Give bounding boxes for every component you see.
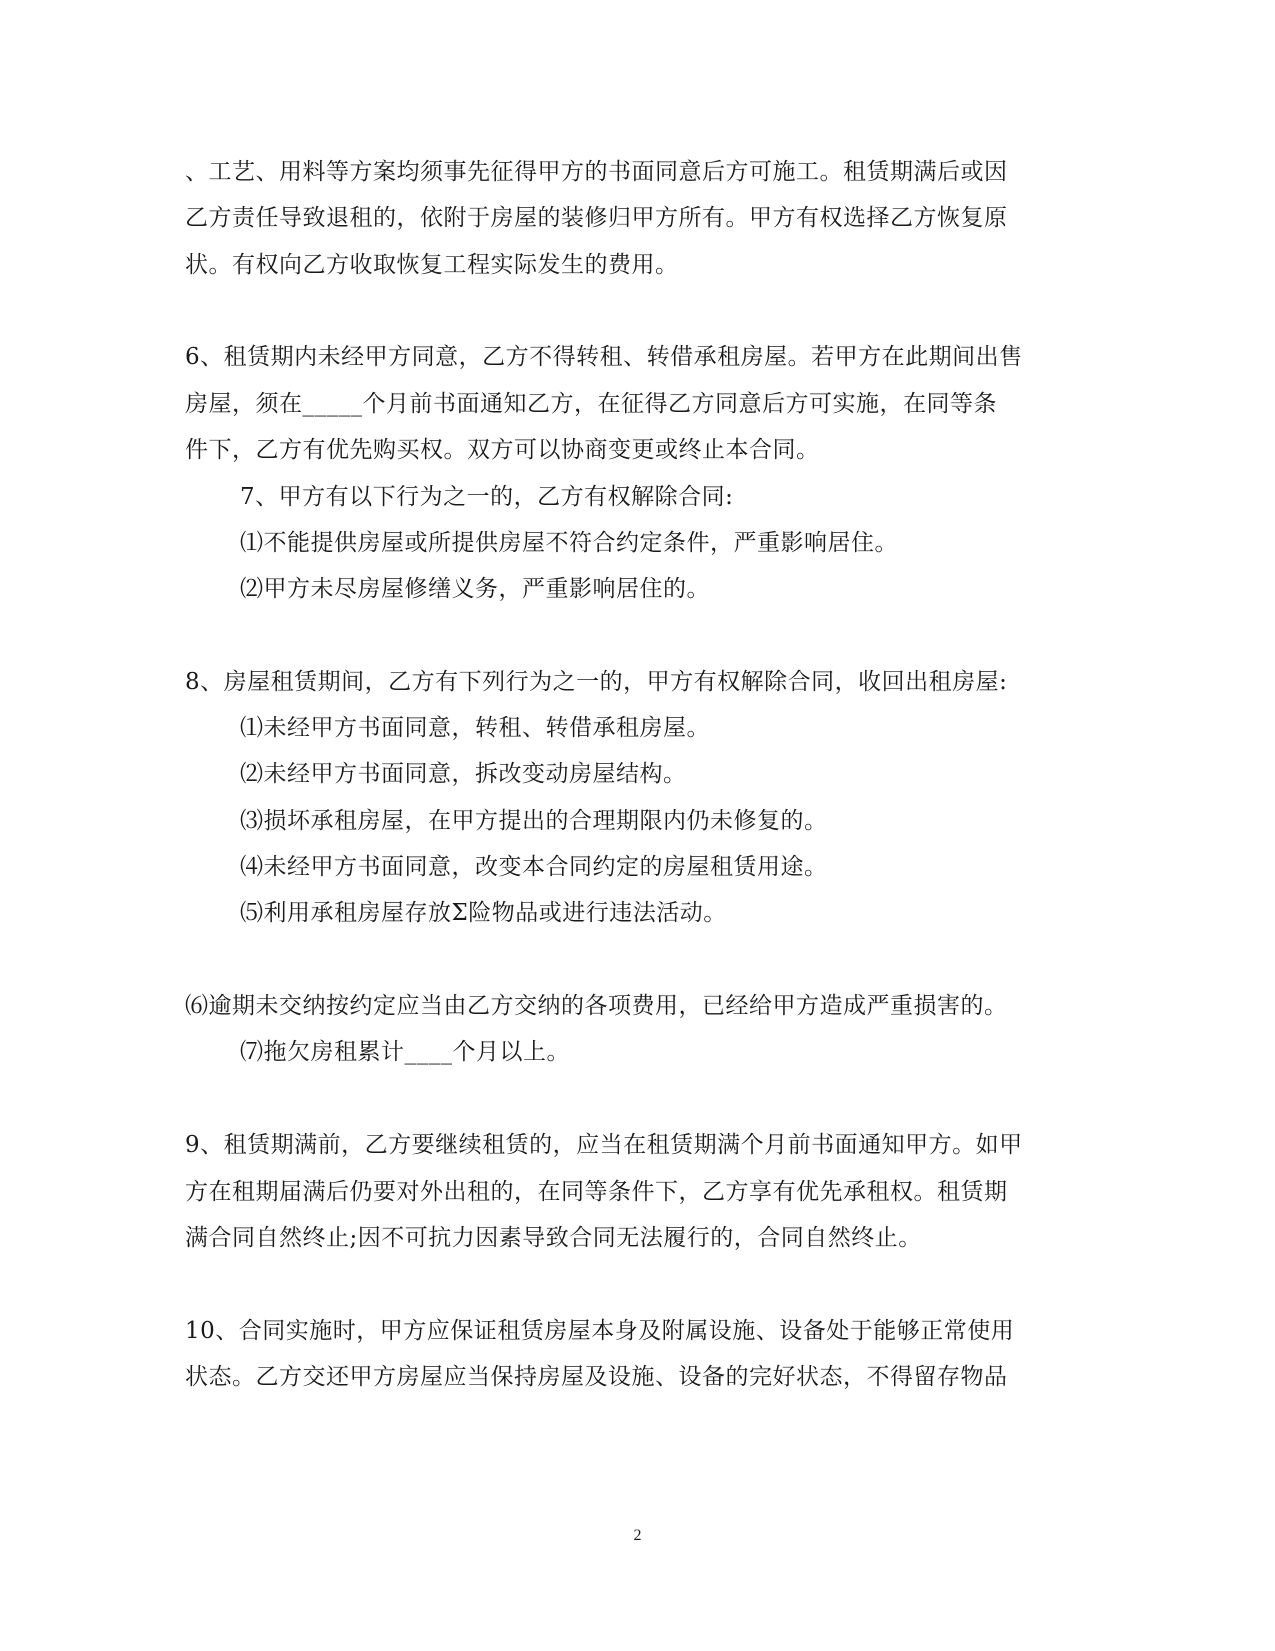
clause-8-item: ⑸利用承租房屋存放Σ险物品或进行违法活动。 <box>240 900 727 926</box>
clause-7-item: ⑵甲方未尽房屋修缮义务，严重影响居住的。 <box>240 576 710 602</box>
clause-6-line: 件下，乙方有优先购买权。双方可以协商变更或终止本合同。 <box>185 437 820 463</box>
clause-8-item: ⑵未经甲方书面同意，拆改变动房屋结构。 <box>240 761 687 787</box>
clause-9-line: 方在租期届满后仍要对外出租的，在同等条件下，乙方享有优先承租权。租赁期 <box>185 1179 1008 1205</box>
clause-8-item: ⑶损坏承租房屋，在甲方提出的合理期限内仍未修复的。 <box>240 808 828 834</box>
clause-8-item: ⑷未经甲方书面同意，改变本合同约定的房屋租赁用途。 <box>240 854 828 880</box>
text-line: 乙方责任导致退租的，依附于房屋的装修归甲方所有。甲方有权选择乙方恢复原 <box>185 205 1008 231</box>
clause-8-item: ⑹逾期未交纳按约定应当由乙方交纳的各项费用，已经给甲方造成严重损害的。 <box>185 993 1008 1019</box>
clause-10-line: 10、合同实施时，甲方应保证租赁房屋本身及附属设施、设备处于能够正常使用 <box>185 1318 1015 1344</box>
clause-8-item: ⑴未经甲方书面同意，转租、转借承租房屋。 <box>240 715 710 741</box>
clause-6-line: 房屋，须在_____个月前书面通知乙方，在征得乙方同意后方可实施，在同等条 <box>185 391 997 417</box>
clause-6-line: 6、租赁期内未经甲方同意，乙方不得转租、转借承租房屋。若甲方在此期间出售 <box>185 344 1023 370</box>
clause-7-item: ⑴不能提供房屋或所提供房屋不符合约定条件，严重影响居住。 <box>240 530 898 556</box>
text-line: 状。有权向乙方收取恢复工程实际发生的费用。 <box>185 252 679 278</box>
text-line: 、工艺、用料等方案均须事先征得甲方的书面同意后方可施工。租赁期满后或因 <box>185 159 1008 185</box>
clause-9-line: 满合同自然终止;因不可抗力因素导致合同无法履行的，合同自然终止。 <box>185 1225 922 1251</box>
clause-9-line: 9、租赁期满前，乙方要继续租赁的，应当在租赁期满个月前书面通知甲方。如甲 <box>185 1132 1023 1158</box>
clause-8-item: ⑺拖欠房租累计____个月以上。 <box>240 1039 570 1065</box>
clause-7-heading: 7、甲方有以下行为之一的，乙方有权解除合同: <box>240 484 734 510</box>
clause-8-heading: 8、房屋租赁期间，乙方有下列行为之一的，甲方有权解除合同，收回出租房屋: <box>185 669 1008 695</box>
page-number: 2 <box>633 1527 642 1544</box>
clause-10-line: 状态。乙方交还甲方房屋应当保持房屋及设施、设备的完好状态，不得留存物品 <box>185 1364 1008 1390</box>
